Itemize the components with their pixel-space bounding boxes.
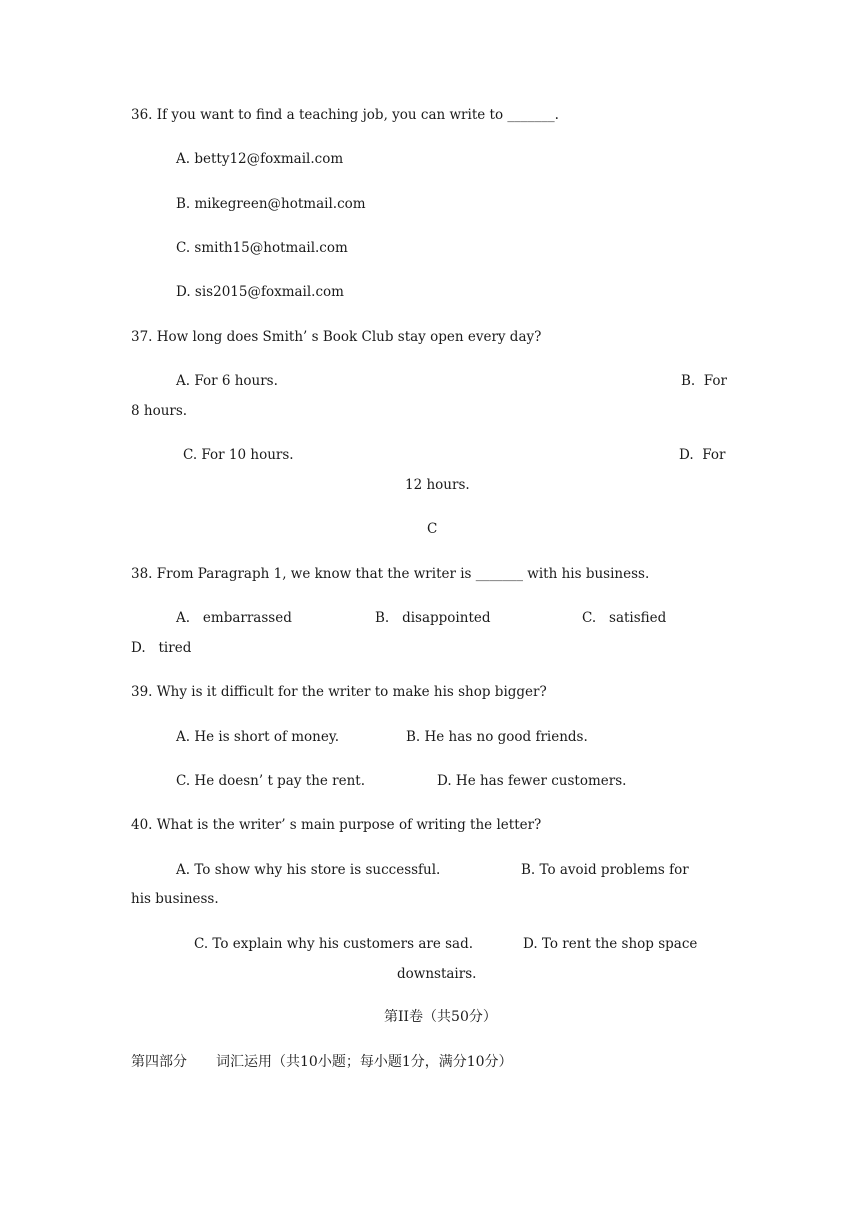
q36-option-b: B. mikegreen@hotmail.com: [176, 196, 366, 212]
q39-option-a: A. He is short of money.: [176, 729, 339, 745]
question-37-text: 37. How long does Smith’ s Book Club stay open every day?: [131, 329, 542, 345]
q37-option-b-start: B. For: [681, 373, 728, 389]
q36-option-c: C. smith15@hotmail.com: [176, 240, 348, 256]
q38-option-b: B. disappointed: [375, 610, 491, 626]
part-4-description: 词汇运用（共10小题；每小题1分，满分10分）: [216, 1054, 513, 1070]
q37-option-b-end: 8 hours.: [131, 403, 188, 419]
q40-option-b-start: B. To avoid problems for: [521, 862, 689, 878]
q40-option-c: C. To explain why his customers are sad.: [194, 936, 474, 952]
q38-option-d: D. tired: [131, 640, 192, 656]
q38-option-c: C. satisfied: [582, 610, 667, 626]
q40-option-d-end: downstairs.: [397, 966, 477, 982]
q39-option-c: C. He doesn’ t pay the rent.: [176, 773, 366, 789]
q37-option-d-start: D. For: [679, 447, 726, 463]
q39-option-d: D. He has fewer customers.: [437, 773, 627, 789]
q39-option-b: B. He has no good friends.: [406, 729, 588, 745]
q38-option-a: A. embarrassed: [176, 610, 292, 626]
q37-option-a: A. For 6 hours.: [176, 373, 278, 389]
q36-option-a: A. betty12@foxmail.com: [176, 151, 344, 167]
question-40-text: 40. What is the writer’ s main purpose of writing the letter?: [131, 817, 542, 833]
question-39-text: 39. Why is it difficult for the writer to make his shop bigger?: [131, 684, 547, 700]
q40-option-a: A. To show why his store is successful.: [176, 862, 441, 878]
q36-option-d: D. sis2015@foxmail.com: [176, 284, 344, 300]
q40-option-b-end: his business.: [131, 891, 219, 907]
part-4-label: 第四部分: [131, 1054, 187, 1070]
question-36-text: 36. If you want to find a teaching job, you can write to _______.: [131, 107, 559, 123]
q37-option-c: C. For 10 hours.: [183, 447, 294, 463]
section-c-heading: C: [427, 521, 438, 537]
question-38-text: 38. From Paragraph 1, we know that the writer is _______ with his business.: [131, 566, 650, 582]
q37-option-d-end: 12 hours.: [405, 477, 470, 493]
q40-option-d-start: D. To rent the shop space: [523, 936, 698, 952]
part-2-title: 第II卷（共50分）: [384, 1009, 497, 1025]
